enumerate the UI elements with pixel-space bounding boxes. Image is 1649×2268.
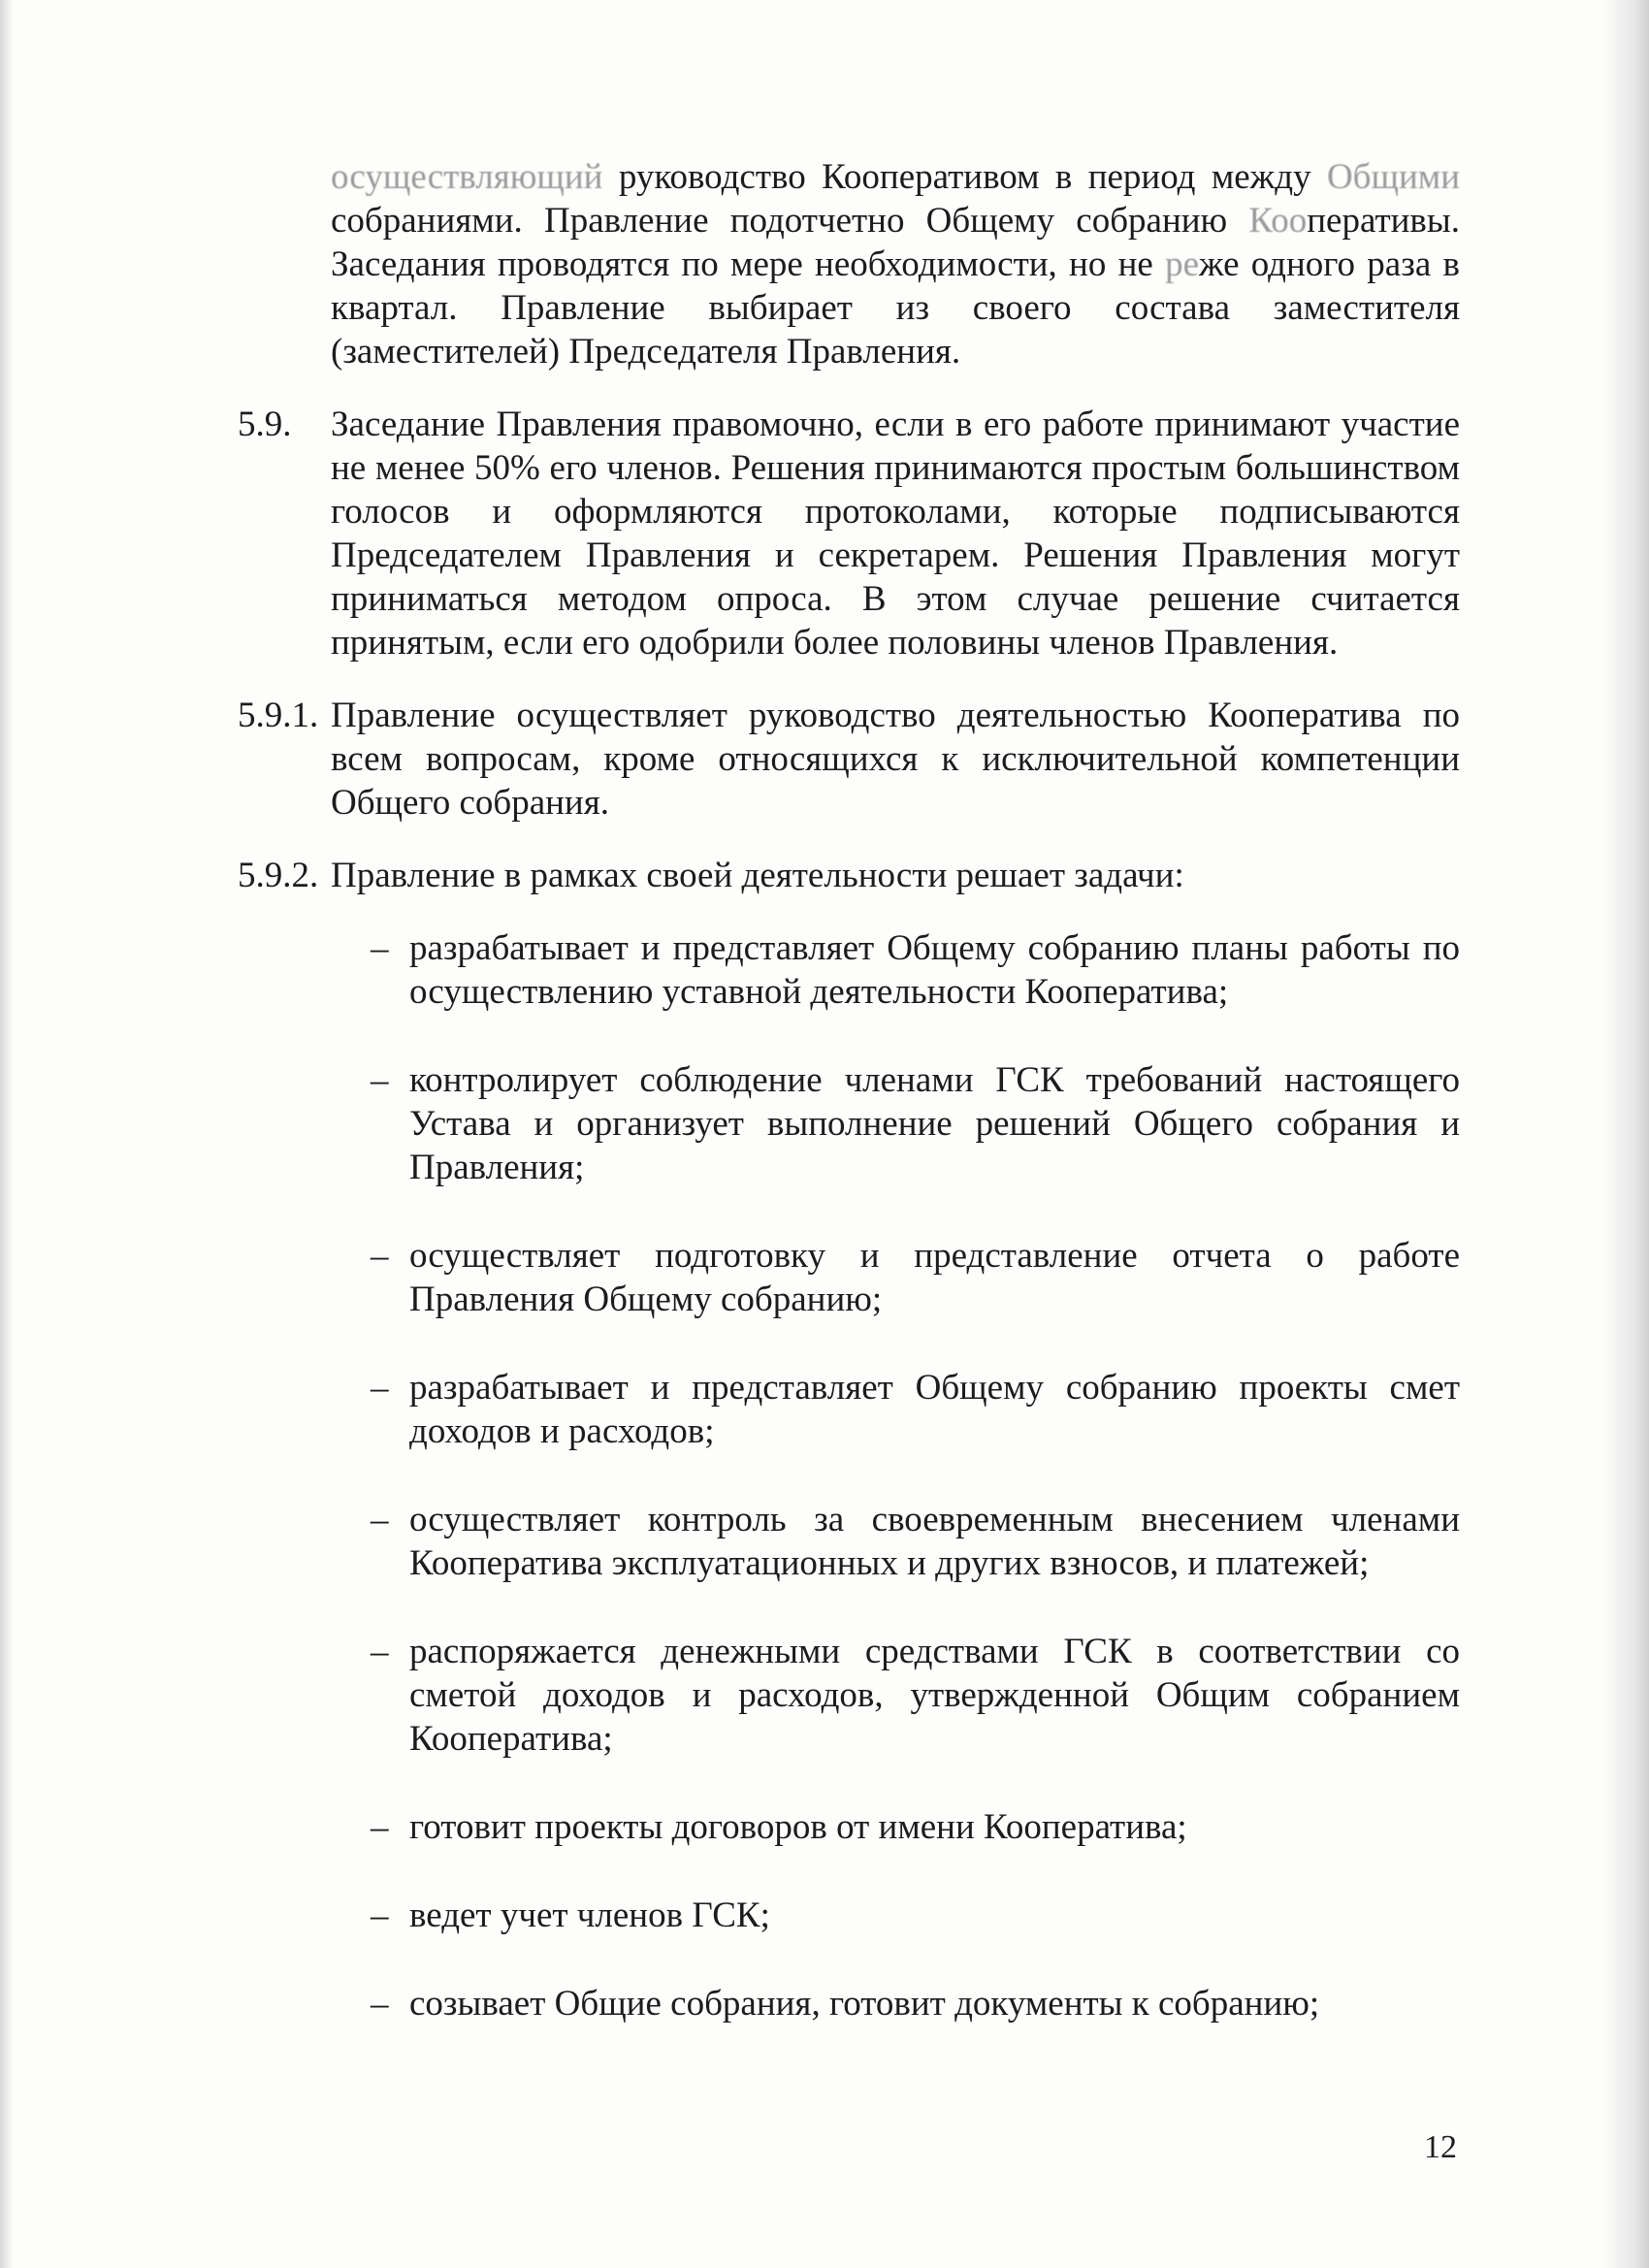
tasks-list (238, 926, 1460, 2025)
list-item-text: готовит проекты договоров от имени Кооператива; (409, 1807, 1187, 1847)
list-item-text: распоряжается денежными средствами ГСК в соответствии со сметой доходов и расходов, утвержденной Общим собранием Кооператива; (409, 1632, 1460, 1759)
scan-edge-left (0, 0, 14, 2268)
scan-edge-right (1602, 0, 1649, 2268)
section-text: Правление осуществляет руководство деятельностью Кооператива по всем вопросам, кроме относящихся к исключительной компетенции Общего собрания. (331, 696, 1460, 823)
intro-paragraph (238, 155, 1460, 373)
intro-faded-word-4: ре (1165, 244, 1199, 284)
list-item-text: осуществляет подготовку и представление отчета о работе Правления Общему собранию; (409, 1236, 1460, 1319)
list-item-text: созывает Общие собрания, готовит документы к собранию; (409, 1984, 1320, 2024)
document-body (238, 155, 1460, 2070)
dash-bullet: – (371, 1368, 389, 1408)
section-5-9-2 (238, 854, 1460, 897)
intro-text-1: руководство Кооперативом в период между (602, 157, 1327, 197)
list-item-text: разрабатывает и представляет Общему собранию проекты смет доходов и расходов; (409, 1368, 1460, 1451)
list-item (371, 1805, 1460, 1849)
list-item (371, 1982, 1460, 2025)
intro-faded-word-1: осуществляющий (331, 157, 603, 197)
intro-text-4: же одного раза в квартал. Правление выбирает из своего состава заместителя (заместителей) Председателя Правления. (331, 244, 1460, 372)
intro-text-2: собраниями. Правление подотчетно Общему собранию (331, 201, 1249, 241)
dash-bullet: – (371, 1500, 389, 1539)
section-number: 5.9.2. (238, 856, 319, 895)
section-number: 5.9.1. (238, 696, 319, 735)
list-item-text: ведет учет членов ГСК; (409, 1895, 770, 1935)
section-text: Правление в рамках своей деятельности решает задачи: (331, 856, 1184, 895)
list-item-text: контролирует соблюдение членами ГСК требований настоящего Устава и организует выполнение решений Общего собрания и Правления; (409, 1060, 1460, 1187)
dash-bullet: – (371, 1060, 389, 1100)
intro-faded-word-2: Общими (1326, 157, 1460, 197)
dash-bullet: – (371, 1895, 389, 1935)
page-number: 12 (1424, 2129, 1457, 2165)
dash-bullet: – (371, 1236, 389, 1276)
list-item-text: разрабатывает и представляет Общему собранию планы работы по осуществлению уставной деятельности Кооператива; (409, 928, 1460, 1012)
list-item-text: осуществляет контроль за своевременным внесением членами Кооператива эксплуатационных и других взносов, и платежей; (409, 1500, 1460, 1583)
dash-bullet: – (371, 1807, 389, 1847)
list-item (371, 1058, 1460, 1189)
list-item (371, 1234, 1460, 1321)
intro-faded-word-3: Коо (1248, 201, 1308, 241)
section-5-9 (238, 403, 1460, 664)
list-item (371, 1498, 1460, 1585)
section-number: 5.9. (238, 405, 292, 444)
dash-bullet: – (371, 928, 389, 968)
intro-text-3: перативы. Заседания проводятся по мере необходимости, но не (331, 201, 1460, 284)
list-item (371, 1894, 1460, 1937)
section-text: Заседание Правления правомочно, если в его работе принимают участие не менее 50% его членов. Решения принимаются простым большинством голосов и оформляются протоколами, которые подписываются Председателем Правления и секретарем. Решения Правления могут приниматься методом опроса. В этом случае решение считается принятым, если его одобрили более половины членов Правления. (331, 405, 1460, 663)
list-item (371, 1366, 1460, 1453)
section-5-9-1 (238, 694, 1460, 825)
list-item (371, 926, 1460, 1014)
dash-bullet: – (371, 1984, 389, 2024)
list-item (371, 1630, 1460, 1761)
dash-bullet: – (371, 1632, 389, 1671)
